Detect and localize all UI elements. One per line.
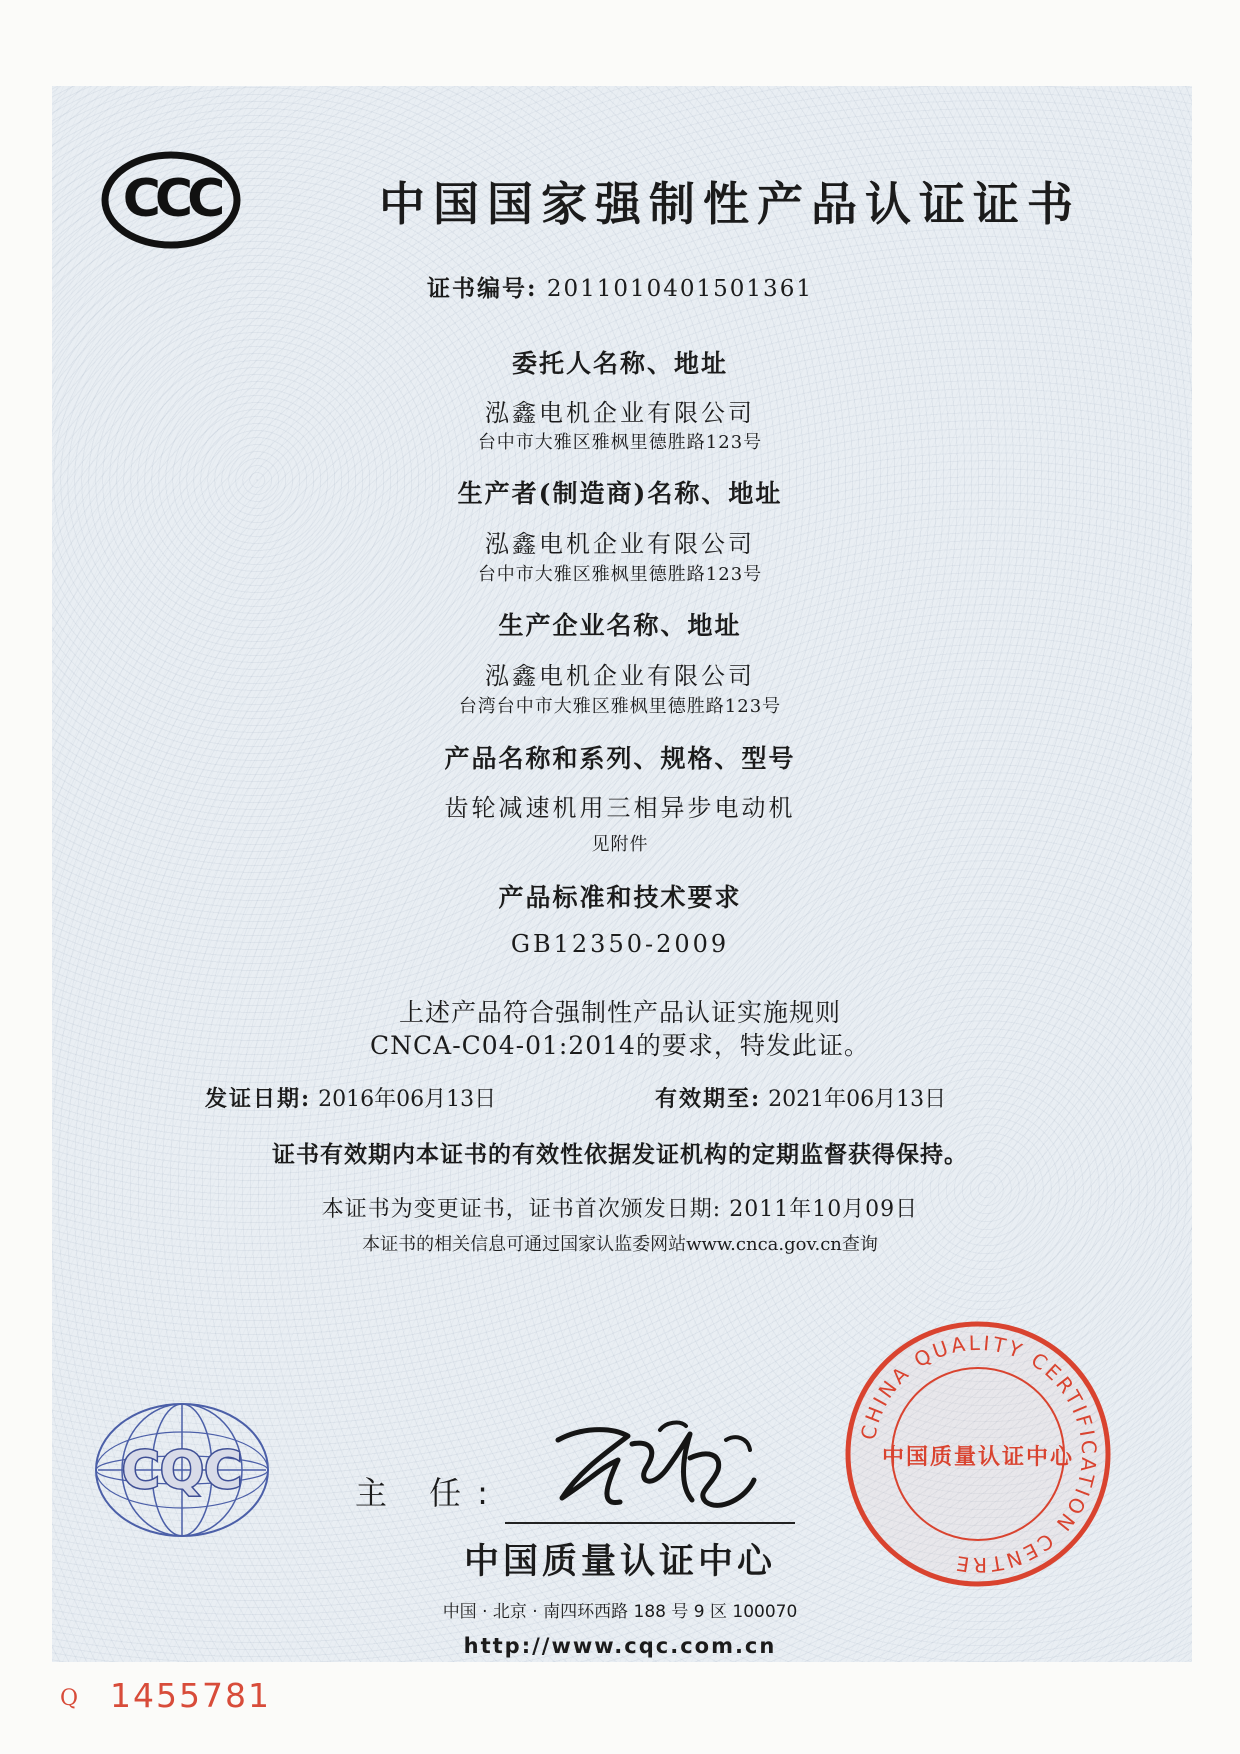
standard-heading: 产品标准和技术要求: [498, 883, 742, 912]
certificate-number-value: 2011010401501361: [546, 276, 813, 302]
applicant-heading: 委托人名称、地址: [511, 349, 728, 378]
manufacturer-heading: 生产者(制造商)名称、地址: [457, 479, 783, 508]
cqc-logo-text: CQC: [121, 1441, 243, 1501]
director-signature: [540, 1410, 770, 1520]
seal-outer-text: CHINA QUALITY CERTIFICATION CENTRE: [855, 1330, 1102, 1578]
director-label: 主 任:: [355, 1474, 504, 1512]
validity-note: 证书有效期内本证书的有效性依据发证机构的定期监督获得保持。: [272, 1141, 968, 1168]
factory-heading: 生产企业名称、地址: [498, 611, 742, 640]
standard-value: GB12350-2009: [510, 930, 730, 958]
expiry-date-value: 2021年06月13日: [768, 1087, 947, 1112]
seal-inner-text: 中国质量认证中心: [881, 1445, 1075, 1470]
serial-number: 1455781: [110, 1676, 271, 1715]
issue-date: [205, 1082, 496, 1113]
info-note: 本证书的相关信息可通过国家认监委网站www.cnca.gov.cn查询: [362, 1234, 878, 1255]
factory-address: 台湾台中市大雅区雅枫里德胜路123号: [458, 696, 782, 717]
organization-url: http://www.cqc.com.cn: [463, 1634, 777, 1658]
ccc-logo-text: CCC: [122, 169, 220, 229]
organization-name: 中国质量认证中心: [463, 1542, 776, 1582]
official-seal: [842, 1318, 1114, 1590]
serial-prefix: Q: [60, 1686, 79, 1711]
product-models: 见附件: [591, 834, 649, 855]
manufacturer-company: 泓鑫电机企业有限公司: [485, 530, 755, 558]
factory-company: 泓鑫电机企业有限公司: [485, 662, 755, 690]
expiry-date-label: 有效期至:: [655, 1086, 762, 1112]
certificate-number: [0, 270, 1240, 303]
issue-date-label: 发证日期:: [205, 1086, 312, 1112]
organization-address: 中国 · 北京 · 南四环西路 188 号 9 区 100070: [442, 1602, 798, 1622]
manufacturer-address: 台中市大雅区雅枫里德胜路123号: [477, 564, 763, 585]
conformity-line-1: 上述产品符合强制性产品认证实施规则: [398, 998, 841, 1027]
applicant-address: 台中市大雅区雅枫里德胜路123号: [477, 432, 763, 453]
expiry-date: [655, 1082, 946, 1113]
applicant-company: 泓鑫电机企业有限公司: [485, 399, 755, 427]
conformity-line-2: CNCA-C04-01:2014的要求，特发此证。: [370, 1031, 870, 1060]
issue-date-value: 2016年06月13日: [318, 1087, 497, 1112]
cqc-logo: [92, 1400, 272, 1540]
product-name: 齿轮减速机用三相异步电动机: [444, 794, 796, 822]
first-issue-note: 本证书为变更证书，证书首次颁发日期: 2011年10月09日: [321, 1197, 919, 1222]
page-title: 中国国家强制性产品认证证书: [379, 177, 1081, 231]
certificate-number-label: 证书编号:: [427, 275, 538, 302]
signature-line: [505, 1522, 795, 1524]
product-heading: 产品名称和系列、规格、型号: [444, 744, 796, 773]
